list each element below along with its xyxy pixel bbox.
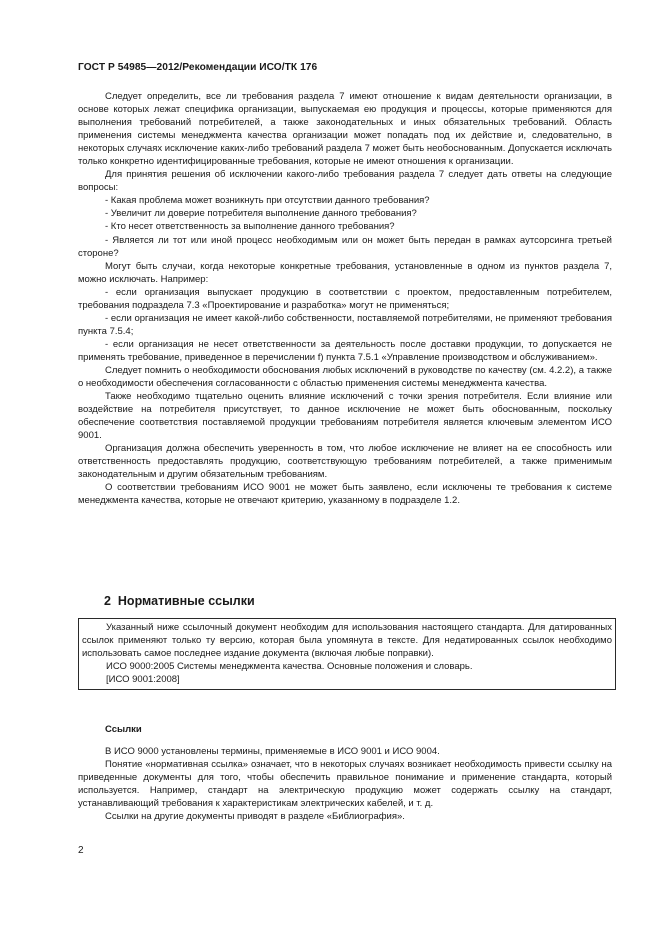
list-item: - если организация выпускает продукцию в соответствии с проектом, предоставленным потребителем, требования подраздела 7.3 «Проектирование и разработка» могут не применяться; [78, 286, 612, 311]
paragraph: Ссылки на другие документы приводят в разделе «Библиография». [105, 811, 405, 823]
list-item: - если организация не имеет какой-либо собственности, поставляемой потребителями, не применяют требования пункта 7.5.4; [78, 312, 612, 337]
section-title: Нормативные ссылки [117, 594, 255, 608]
reference-entry: ИСО 9000:2005 Системы менеджмента качества. Основные положения и словарь. [106, 661, 473, 673]
paragraph: Следует помнить о необходимости обоснования любых исключений в руководстве по качеству (см. 4.2.2), а также о необходимости обеспечения согласованности с областью применения системы менеджмента качества. [78, 364, 612, 390]
list-item: - Кто несет ответственность за выполнение данного требования? [105, 221, 395, 233]
section-heading [104, 594, 255, 608]
body-text [78, 90, 612, 508]
list-item: - Какая проблема может возникнуть при отсутствии данного требования? [105, 195, 430, 207]
references-commentary [78, 723, 612, 823]
quoted-standard-box [78, 618, 616, 690]
paragraph: Следует определить, все ли требования раздела 7 имеют отношение к видам деятельности организации, в основе которых лежат специфика организации, выпускаемая ею продукция и процессы, которые применяются для выполнения требований потребителей, а также законодательных и иных обязательных требований. Область применения системы менеджмента качества организации может попадать под их действие и, следовательно, в некоторых случаях исключение каких-либо требований раздела 7 может быть необоснованным. Допускается исключать только конкретно идентифицированные требования, которые не имеют отношения к организации. [78, 91, 612, 168]
paragraph: Для принятия решения об исключении какого-либо требования раздела 7 следует дать ответы на следующие вопросы: [78, 169, 612, 194]
subsection-heading: Ссылки [105, 724, 142, 735]
list-item: - Является ли тот или иной процесс необходимым или он может быть передан в рамках аутсорсинга третьей стороне? [78, 234, 612, 259]
paragraph: О соответствии требованиям ИСО 9001 не может быть заявлено, если исключены те требования к системе менеджмента качества, которые не отвечают критерию, указанному в подразделе 1.2. [78, 482, 612, 507]
paragraph: Организация должна обеспечить уверенность в том, что любое исключение не влияет на ее способность или ответственность предоставлять продукцию, соответствующую требованиям потребителей, а также применимым законодательным и другим обязательным требованиям. [78, 443, 612, 481]
paragraph: В ИСО 9000 установлены термины, применяемые в ИСО 9001 и ИСО 9004. [105, 746, 440, 758]
section-number: 2 [104, 594, 111, 608]
list-item: - Увеличит ли доверие потребителя выполнение данного требования? [105, 208, 417, 220]
paragraph: Также необходимо тщательно оценить влияние исключений с точки зрения потребителя. Если влияние или воздействие на потребителя присутствует, то данное исключение не может быть обоснованным, поскольку обеспечение соответствия поставляемой продукции требованиям потребителя является ключевым элементом ИСО 9001. [78, 391, 612, 442]
paragraph: Указанный ниже ссылочный документ необходим для использования настоящего стандарта. Для датированных ссылок применяют только ту версию, которая была упомянута в тексте. Для недатированных ссылок необходимо использовать самое последнее издание документа (включая любые поправки). [82, 622, 612, 660]
paragraph: Понятие «нормативная ссылка» означает, что в некоторых случаях возникает необходимость привести ссылку на приведенные документы для того, чтобы обеспечить правильное понимание и применение стандарта, который используется. Например, стандарт на электрическую продукцию может содержать ссылку на стандарт, устанавливающий требования к характеристикам электрических кабелей, и т. д. [78, 759, 612, 810]
paragraph: Могут быть случаи, когда некоторые конкретные требования, установленные в одном из пунктов раздела 7, можно исключать. Например: [78, 260, 612, 285]
document-header: ГОСТ Р 54985—2012/Рекомендации ИСО/ТК 176 [78, 62, 318, 73]
source-reference: [ИСО 9001:2008] [106, 674, 180, 686]
list-item: - если организация не несет ответственности за деятельность после доставки продукции, то допускается не применять требование, приведенное в перечислении f) пункта 7.5.1 «Управление производством и обслуживанием». [78, 338, 612, 363]
page-number: 2 [78, 845, 84, 856]
